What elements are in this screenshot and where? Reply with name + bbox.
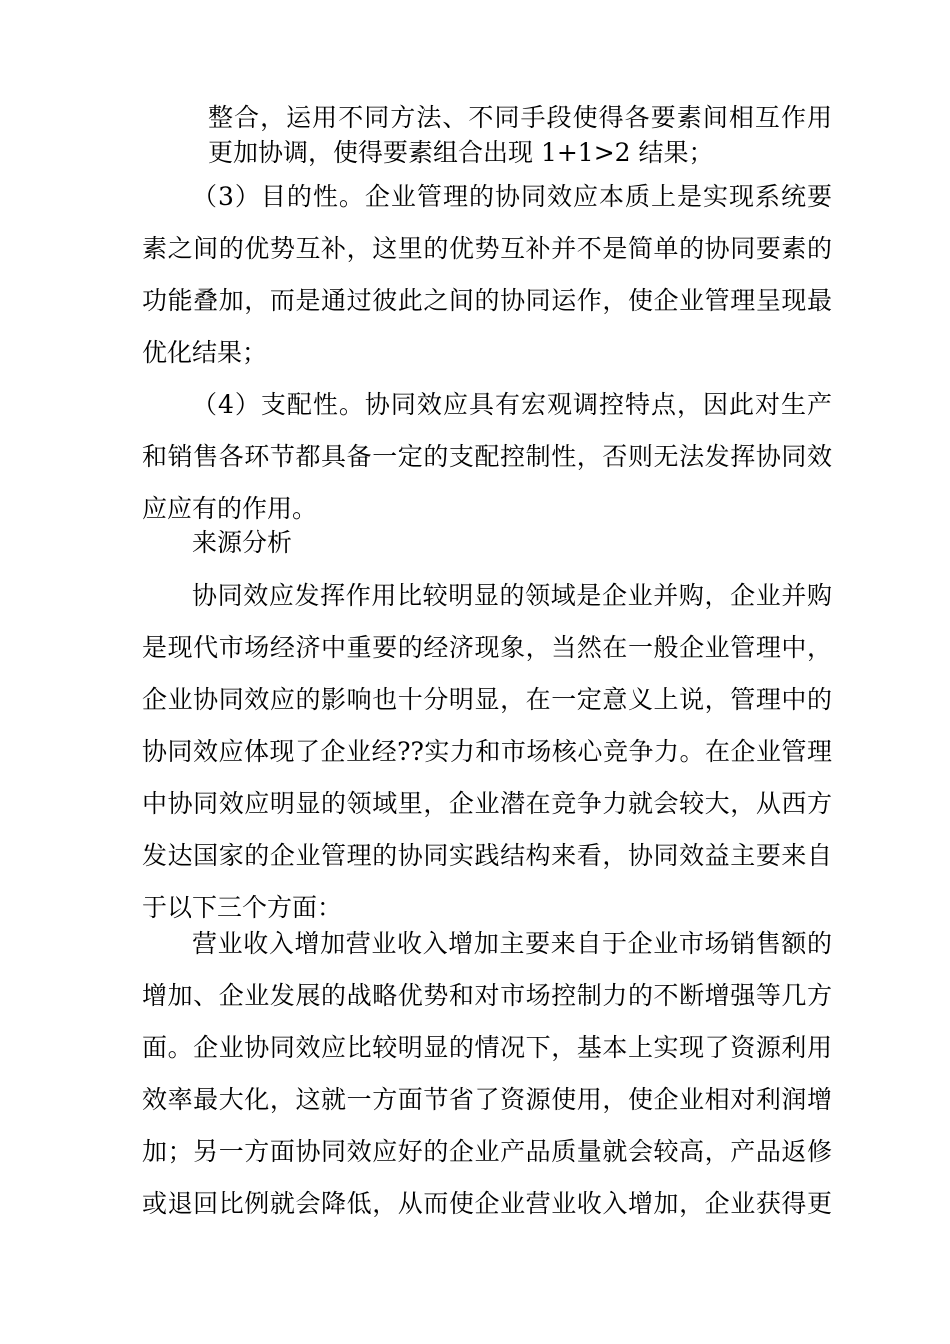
paragraph-2	[142, 171, 832, 379]
text-line: 和销售各环节都具备一定的支配控制性，否则无法发挥协同效	[142, 442, 832, 471]
text-line: 素之间的优势互补，这里的优势互补并不是简单的协同要素的	[142, 234, 832, 263]
text-line: 企业协同效应的影响也十分明显，在一定意义上说，管理中的	[142, 685, 832, 714]
paragraph-6	[142, 918, 832, 1230]
text-line: 整合，运用不同方法、不同手段使得各要素间相互作用	[208, 103, 832, 132]
paragraph-3	[142, 379, 832, 535]
text-line: 功能叠加，而是通过彼此之间的协同运作，使企业管理呈现最	[142, 286, 832, 315]
text-line: 增加、企业发展的战略优势和对市场控制力的不断增强等几方	[142, 981, 832, 1010]
text-line: 面。企业协同效应比较明显的情况下，基本上实现了资源利用	[142, 1033, 832, 1062]
text-line: 加；另一方面协同效应好的企业产品质量就会较高，产品返修	[142, 1137, 832, 1166]
text-line: 更加协调，使得要素组合出现 1+1>2 结果；	[208, 138, 714, 167]
text-line: 协同效应发挥作用比较明显的领域是企业并购，企业并购	[192, 581, 832, 610]
text-line: 中协同效应明显的领域里，企业潜在竞争力就会较大，从西方	[142, 789, 832, 818]
text-line: 协同效应体现了企业经??实力和市场核心竞争力。在企业管理	[142, 737, 832, 766]
text-line: 发达国家的企业管理的协同实践结构来看，协同效益主要来自	[142, 841, 832, 870]
text-line: 营业收入增加营业收入增加主要来自于企业市场销售额的	[192, 929, 832, 958]
text-line: 效率最大化，这就一方面节省了资源使用，使企业相对利润增	[142, 1085, 832, 1114]
text-line: 应应有的作用。	[142, 494, 318, 523]
text-line: 或退回比例就会降低，从而使企业营业收入增加，企业获得更	[142, 1189, 832, 1218]
text-line: 于以下三个方面：	[142, 893, 343, 922]
text-line: （3）目的性。企业管理的协同效应本质上是实现系统要	[192, 182, 832, 211]
section-heading	[142, 517, 832, 569]
heading-text: 来源分析	[192, 528, 293, 557]
paragraph-5	[142, 570, 832, 934]
text-line: 是现代市场经济中重要的经济现象，当然在一般企业管理中，	[142, 633, 832, 662]
text-line: （4）支配性。协同效应具有宏观调控特点，因此对生产	[192, 390, 832, 419]
text-line: 优化结果；	[142, 338, 268, 367]
paragraph-1	[208, 100, 832, 170]
